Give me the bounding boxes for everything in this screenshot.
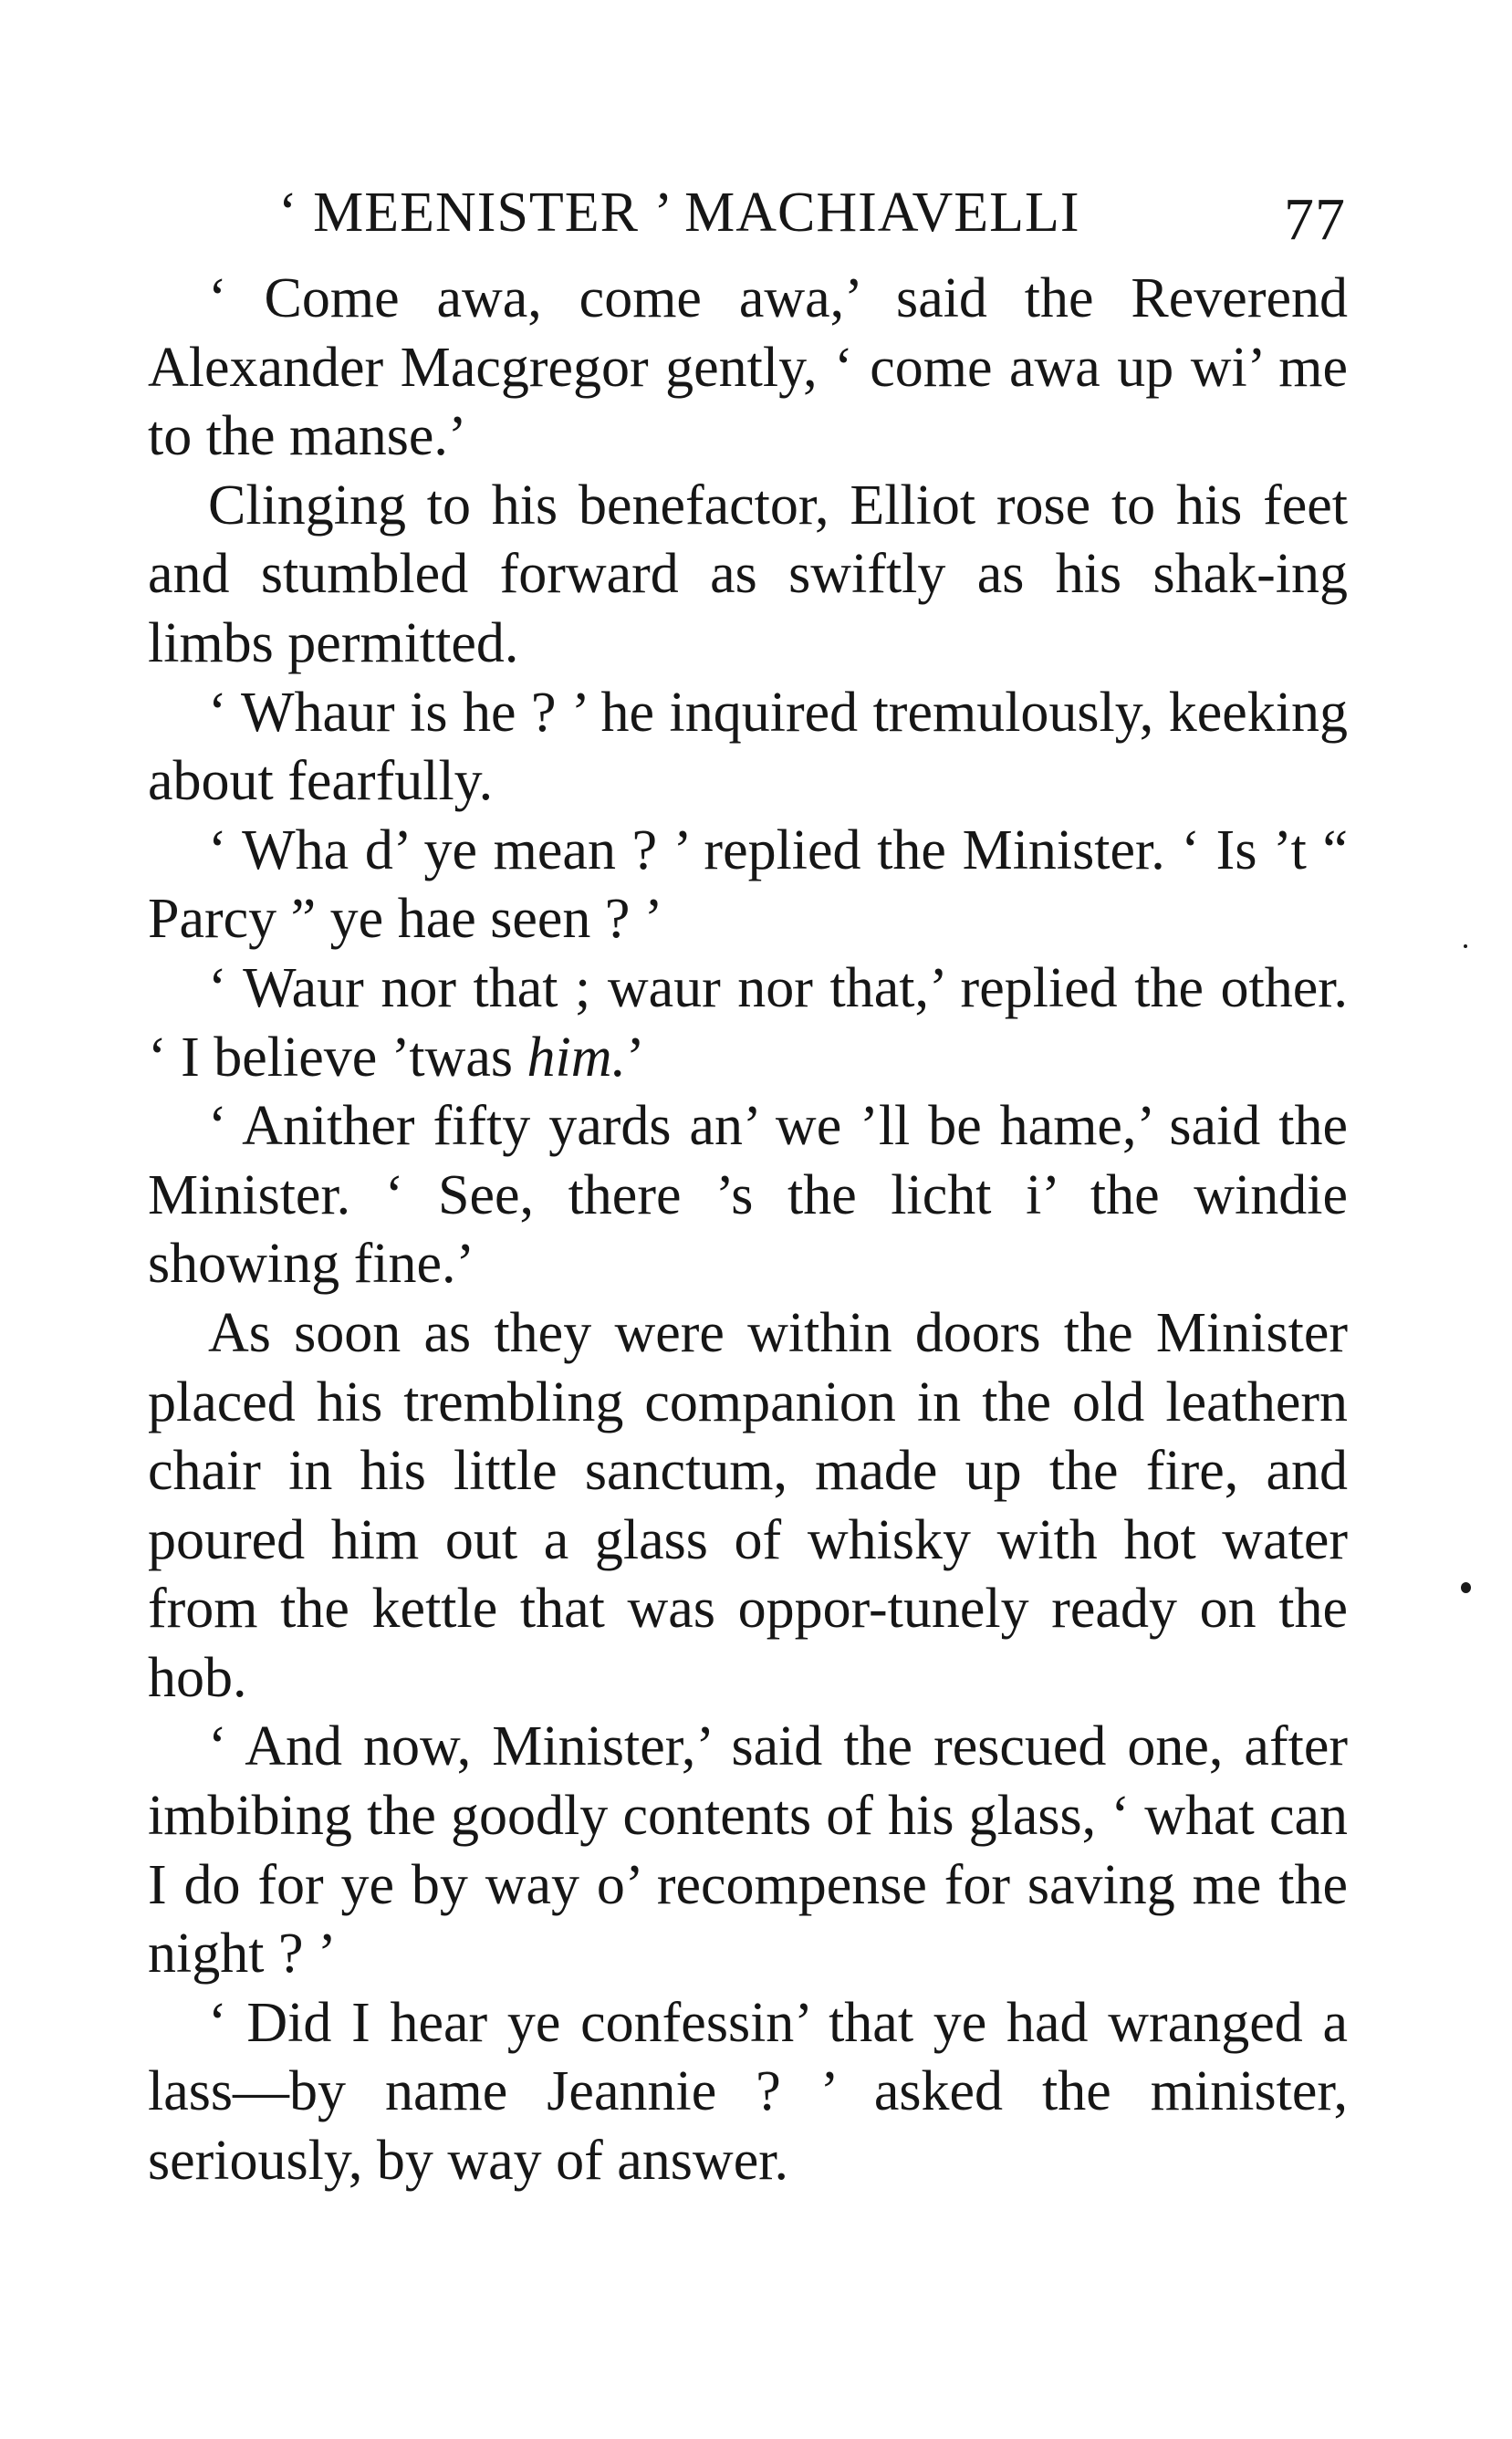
paragraph: ‘ Anither fifty yards an’ we ’ll be hame,’ said the Minister. ‘ See, there ’s the licht i’ the windie showing fine.’ (148, 1095, 1348, 1296)
paragraph: ‘ Did I hear ye confessin’ that ye had wranged a lass—by name Jeannie ? ’ asked the minister, seriously, by way of answer. (148, 1991, 1348, 2193)
paragraph: As soon as they were within doors the Minister placed his trembling companion in the old leathern chair in his little sanctum, made up the fire, and poured him out a glass of whisky with hot water from the kettle that was oppor-tunely ready on the hob. (148, 1301, 1348, 1709)
paragraph: ‘ Come awa, come awa,’ said the Reverend Alexander Macgregor gently, ‘ come awa up wi’ me to the manse.’ (148, 267, 1348, 468)
paragraph: Clinging to his benefactor, Elliot rose to his feet and stumbled forward as swiftly as his shak-ing limbs permitted. (148, 474, 1348, 674)
page-number: 77 (1284, 186, 1346, 253)
body-text (148, 265, 1348, 2196)
paragraph: ‘ And now, Minister,’ said the rescued one, after imbibing the goodly contents of his glass, ‘ what can I do for ye by way o’ recompense for saving me the night ? ’ (148, 1715, 1348, 1986)
scan-speck (1464, 944, 1467, 948)
running-header (278, 167, 1346, 258)
scan-speck (1461, 1582, 1471, 1593)
paragraph: ‘ Whaur is he ? ’ he inquired tremulously, keeking about fearfully. (148, 681, 1348, 813)
running-title: ‘ MEENISTER ’ MACHIAVELLI (278, 182, 1080, 244)
paragraph: ‘ Waur nor that ; waur nor that,’ replied the other. ‘ I believe ’twas him.’ (148, 956, 1348, 1089)
paragraph: ‘ Wha d’ ye mean ? ’ replied the Minister. ‘ Is ’t “ Parcy ” ye hae seen ? ’ (148, 818, 1348, 951)
